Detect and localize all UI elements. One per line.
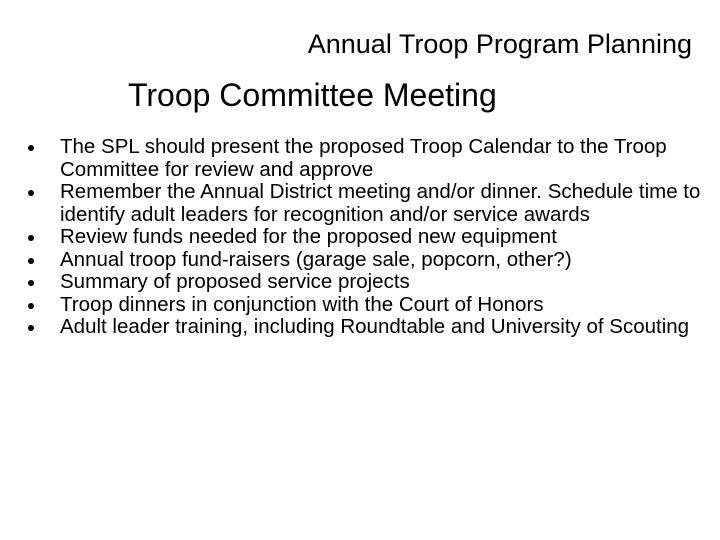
bullet-dot-icon — [28, 280, 34, 286]
bullet-dot-icon — [28, 235, 34, 241]
bullet-text: The SPL should present the proposed Troop Calendar to the Troop Committee for review and approve — [60, 135, 667, 181]
bullet-item — [28, 271, 708, 294]
bullet-item — [28, 136, 708, 181]
bullet-item — [28, 249, 708, 272]
bullet-dot-icon — [28, 303, 34, 309]
bullet-item — [28, 294, 708, 317]
bullet-list — [28, 136, 708, 339]
slide-header-title: Annual Troop Program Planning — [307, 29, 692, 59]
bullet-text: Remember the Annual District meeting and/or dinner. Schedule time to identify adult leaders for recognition and/or service awards — [60, 180, 701, 226]
bullet-dot-icon — [28, 258, 34, 264]
bullet-item — [28, 226, 708, 249]
bullet-item — [28, 181, 708, 226]
bullet-dot-icon — [28, 325, 34, 331]
bullet-dot-icon — [28, 190, 34, 196]
bullet-text: Summary of proposed service projects — [60, 270, 410, 293]
bullet-item — [28, 316, 708, 339]
slide-subtitle: Troop Committee Meeting — [128, 77, 497, 113]
bullet-text: Troop dinners in conjunction with the Court of Honors — [60, 292, 544, 316]
bullet-text: Review funds needed for the proposed new equipment — [60, 225, 557, 248]
bullet-dot-icon — [28, 145, 34, 151]
bullet-text: Adult leader training, including Roundtable and University of Scouting — [60, 315, 690, 338]
bullet-text: Annual troop fund-raisers (garage sale, popcorn, other?) — [60, 247, 572, 271]
